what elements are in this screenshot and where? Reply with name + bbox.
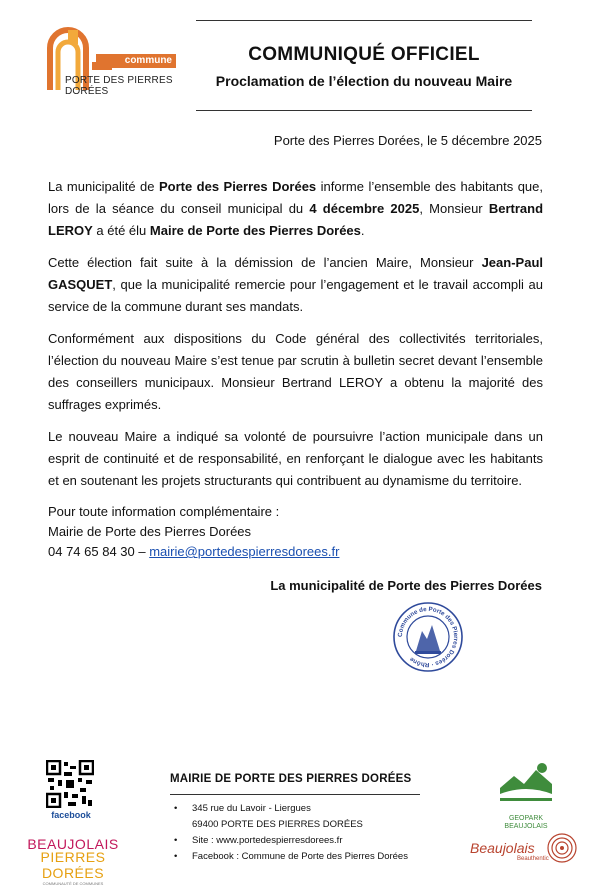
p2-former-mayor: Jean-Paul GASQUET bbox=[48, 255, 543, 292]
paragraph-resignation bbox=[48, 252, 543, 318]
p1-text-e: , Monsieur bbox=[419, 201, 489, 216]
p1-commune-name: Porte des Pierres Dorées bbox=[158, 179, 317, 194]
p2-text-a: Cette élection fait suite à la démission de l’ancien Maire, Monsieur bbox=[48, 255, 482, 270]
logo-commune-band bbox=[96, 54, 176, 68]
qr-facebook-label: facebook bbox=[51, 810, 91, 820]
page-title: COMMUNIQUÉ OFFICIEL bbox=[248, 44, 480, 65]
contact-line bbox=[48, 542, 543, 562]
logo-commune-word: commune bbox=[124, 55, 172, 66]
bullet-icon: • bbox=[174, 803, 178, 814]
logo-commune-name: PORTE DES PIERRES DORÉES bbox=[65, 75, 173, 97]
p1-mayor-name: Bertrand LEROY bbox=[48, 201, 544, 238]
p1-date: 4 décembre 2025 bbox=[309, 201, 420, 216]
footer-rule bbox=[170, 794, 420, 795]
stamp-seal-icon bbox=[392, 601, 464, 673]
paragraph-procedure: Conformément aux dispositions du Code général des collectivités territoriales, l’élection du nouveau Maire s’est tenue par scrutin à bulletin secret devant l’ensemble des conseillers municipaux. Monsieur Bertrand LEROY a obtenu la majorité des suffrages exprimés. bbox=[48, 331, 543, 412]
dateline: Porte des Pierres Dorées, le 5 décembre 2025 bbox=[273, 133, 542, 148]
bpd-line3: COMMUNAUTÉ DE COMMUNES bbox=[42, 881, 104, 886]
header-rule-top bbox=[196, 20, 532, 21]
geopark-logo bbox=[500, 758, 552, 814]
paragraph-announcement bbox=[48, 176, 543, 242]
geopark-line1: GEOPARK bbox=[508, 815, 544, 822]
official-stamp bbox=[392, 601, 464, 673]
signature: La municipalité de Porte des Pierres Dorées bbox=[270, 578, 542, 593]
footer-address-list bbox=[174, 801, 408, 865]
communique-body bbox=[48, 176, 543, 562]
header-rule-bottom bbox=[196, 110, 532, 111]
bpd-line2: PIERRES DORÉES bbox=[40, 849, 106, 881]
p1-mayor-title: Maire de Porte des Pierres Dorées bbox=[149, 223, 361, 238]
footer-site-text: Site : www.portedespierresdorees.fr bbox=[192, 835, 343, 846]
contact-name: Mairie de Porte des Pierres Dorées bbox=[48, 524, 252, 539]
p1-text-c: informe l’ensemble des habitants que, lors de la séance du conseil municipal du bbox=[48, 179, 544, 216]
beaujolais-sub: Beauthentic bbox=[517, 856, 549, 862]
p2-text-c: , que la municipalité remercie pour l’engagement et le travail accompli au service de la commune durant ses mandats. bbox=[48, 277, 543, 314]
p1-text-i: . bbox=[360, 223, 365, 238]
qr-code-icon[interactable] bbox=[46, 760, 94, 808]
contact-email-link[interactable]: mairie@portedespierresdorees.fr bbox=[149, 544, 340, 559]
bullet-icon: • bbox=[174, 835, 178, 846]
footer-address-item bbox=[174, 801, 408, 817]
footer-facebook-text: Facebook : Commune de Porte des Pierres Dorées bbox=[192, 851, 408, 862]
footer-mairie-title: MAIRIE DE PORTE DES PIERRES DORÉES bbox=[170, 773, 412, 785]
svg-text:Commune de Porte des Pierres D: Commune de Porte des Pierres Dorées · Rhône bbox=[396, 605, 460, 669]
beaujolais-spiral-icon bbox=[546, 832, 578, 864]
bpd-line1: BEAUJOLAIS bbox=[27, 836, 119, 852]
beaujolais-pierres-dorees-logo bbox=[18, 836, 128, 886]
contact-intro: Pour toute information complémentaire : bbox=[48, 504, 280, 519]
contact-block bbox=[48, 502, 543, 562]
footer-facebook-item[interactable] bbox=[174, 849, 408, 865]
beaujolais-brand: Beaujolais bbox=[470, 840, 535, 856]
address-street: 345 rue du Lavoir - Liergues bbox=[192, 803, 311, 814]
contact-phone: 04 74 65 84 30 – bbox=[48, 544, 150, 559]
address-city: 69400 PORTE DES PIERRES DORÉES bbox=[192, 819, 363, 830]
footer-site-item[interactable] bbox=[174, 833, 408, 849]
page-subtitle: Proclamation de l’élection du nouveau Maire bbox=[215, 73, 513, 89]
geopark-line2: BEAUJOLAIS bbox=[504, 823, 548, 830]
p1-text-g: a été élu bbox=[92, 223, 150, 238]
bullet-icon: • bbox=[174, 851, 178, 862]
geopark-text bbox=[494, 815, 558, 831]
geopark-mountain-icon bbox=[500, 758, 552, 814]
paragraph-intentions: Le nouveau Maire a indiqué sa volonté de poursuivre l’action municipale dans un esprit de continuité et de responsabilité, en renforçant le dialogue avec les habitants et en soutenant les projets structurants qui contribuent au dynamisme du territoire. bbox=[48, 429, 543, 488]
p1-text-a: La municipalité de bbox=[48, 179, 159, 194]
